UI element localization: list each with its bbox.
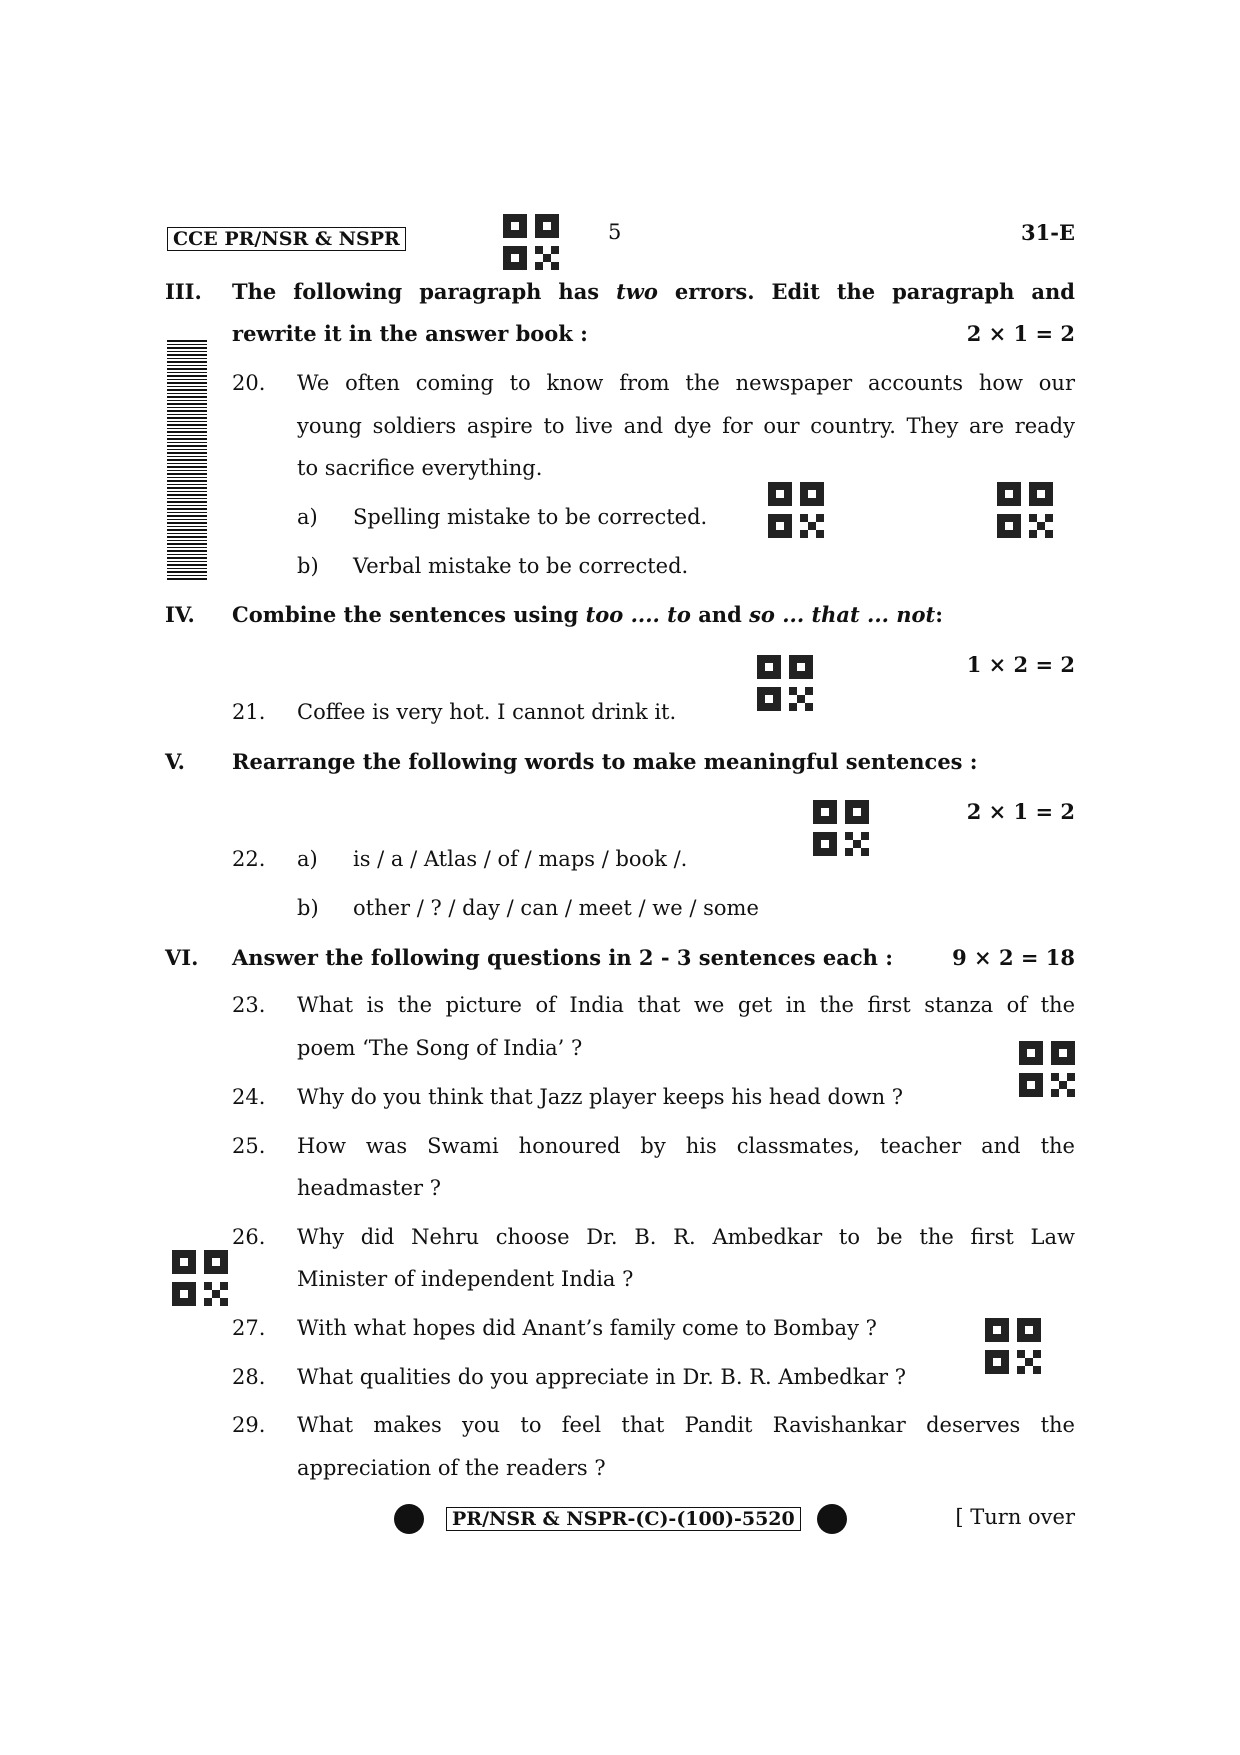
footer-code-box: PR/NSR & NSPR-(C)-(100)-5520: [446, 1507, 801, 1531]
q20-b-label: b): [297, 554, 319, 578]
word: Edit: [771, 279, 820, 304]
word: paragraph: [892, 279, 1015, 304]
section-4-title-italic: so ... that ... not: [749, 602, 936, 627]
q23-line1: What is the picture of India that we get in the first stanza of the: [297, 993, 1075, 1017]
q22-number: 22.: [232, 847, 266, 871]
q29-line2: appreciation of the readers ?: [297, 1456, 606, 1480]
q20-line3: to sacrifice everything.: [297, 456, 543, 480]
q23-line2: poem ‘The Song of India’ ?: [297, 1036, 583, 1060]
paper-code: 31-E: [1021, 220, 1075, 245]
section-4-marks: 1 × 2 = 2: [966, 652, 1075, 677]
section-4-title-part: :: [935, 602, 944, 627]
q27-line1: With what hopes did Anant’s family come to Bombay ?: [297, 1316, 877, 1340]
q22-a-text: is / a / Atlas / of / maps / book /.: [353, 847, 688, 871]
q28-line1: What qualities do you appreciate in Dr. B. R. Ambedkar ?: [297, 1365, 906, 1389]
word: errors.: [674, 279, 755, 304]
word: the: [836, 279, 876, 304]
q20-a-text: Spelling mistake to be corrected.: [353, 505, 708, 529]
section-3-title-line2: rewrite it in the answer book :: [232, 321, 588, 346]
section-5-marks: 2 × 1 = 2: [966, 799, 1075, 824]
turn-over-text: [ Turn over: [955, 1505, 1075, 1529]
q20-b-text: Verbal mistake to be corrected.: [353, 554, 689, 578]
q24-number: 24.: [232, 1085, 266, 1109]
section-4-title-part: Combine the sentences using: [232, 602, 579, 627]
qr-code-icon: [813, 800, 869, 856]
word-italic: two: [616, 279, 658, 304]
q25-line2: headmaster ?: [297, 1176, 441, 1200]
registration-dot-icon: [394, 1504, 424, 1534]
q22-b-text: other / ? / day / can / meet / we / some: [353, 896, 759, 920]
word: has: [558, 279, 600, 304]
q26-line1: Why did Nehru choose Dr. B. R. Ambedkar to be the first Law: [297, 1225, 1075, 1249]
word: following: [293, 279, 403, 304]
q29-line1: What makes you to feel that Pandit Ravishankar deserves the: [297, 1413, 1075, 1437]
qr-code-icon: [985, 1318, 1041, 1374]
section-4-title-italic: too .... to: [585, 602, 691, 627]
q22-a-label: a): [297, 847, 318, 871]
q26-line2: Minister of independent India ?: [297, 1267, 634, 1291]
q21-number: 21.: [232, 700, 266, 724]
q25-line1: How was Swami honoured by his classmates, teacher and the: [297, 1134, 1075, 1158]
q23-number: 23.: [232, 993, 266, 1017]
qr-code-icon: [172, 1250, 228, 1306]
section-3-title-line1: [232, 279, 1075, 304]
section-4-title-part: and: [698, 602, 742, 627]
q26-number: 26.: [232, 1225, 266, 1249]
section-5-title: Rearrange the following words to make meaningful sentences :: [232, 749, 978, 774]
section-4-title: [232, 602, 943, 627]
word: and: [1031, 279, 1075, 304]
q27-number: 27.: [232, 1316, 266, 1340]
word: paragraph: [419, 279, 542, 304]
q20-a-label: a): [297, 505, 318, 529]
section-4-numeral: IV.: [165, 602, 195, 627]
qr-code-icon: [757, 655, 813, 711]
header-code-box: CCE PR/NSR & NSPR: [167, 227, 406, 251]
qr-code-icon: [503, 214, 559, 270]
barcode-icon: [167, 340, 207, 580]
word: The: [232, 279, 277, 304]
section-6-title: Answer the following questions in 2 - 3 sentences each :: [232, 945, 893, 970]
q20-number: 20.: [232, 371, 266, 395]
section-5-numeral: V.: [165, 749, 185, 774]
section-6-marks: 9 × 2 = 18: [952, 945, 1075, 970]
qr-code-icon: [1019, 1041, 1075, 1097]
q20-line2: young soldiers aspire to live and dye for our country. They are ready: [297, 414, 1075, 438]
q20-line1: We often coming to know from the newspaper accounts how our: [297, 371, 1075, 395]
q29-number: 29.: [232, 1413, 266, 1437]
page-number: 5: [608, 220, 622, 244]
qr-code-icon: [997, 482, 1053, 538]
q24-line1: Why do you think that Jazz player keeps his head down ?: [297, 1085, 904, 1109]
q22-b-label: b): [297, 896, 319, 920]
q25-number: 25.: [232, 1134, 266, 1158]
q21-text: Coffee is very hot. I cannot drink it.: [297, 700, 677, 724]
registration-dot-icon: [817, 1504, 847, 1534]
q28-number: 28.: [232, 1365, 266, 1389]
section-6-numeral: VI.: [165, 945, 199, 970]
section-3-marks: 2 × 1 = 2: [966, 321, 1075, 346]
qr-code-icon: [768, 482, 824, 538]
section-3-numeral: III.: [165, 279, 202, 304]
